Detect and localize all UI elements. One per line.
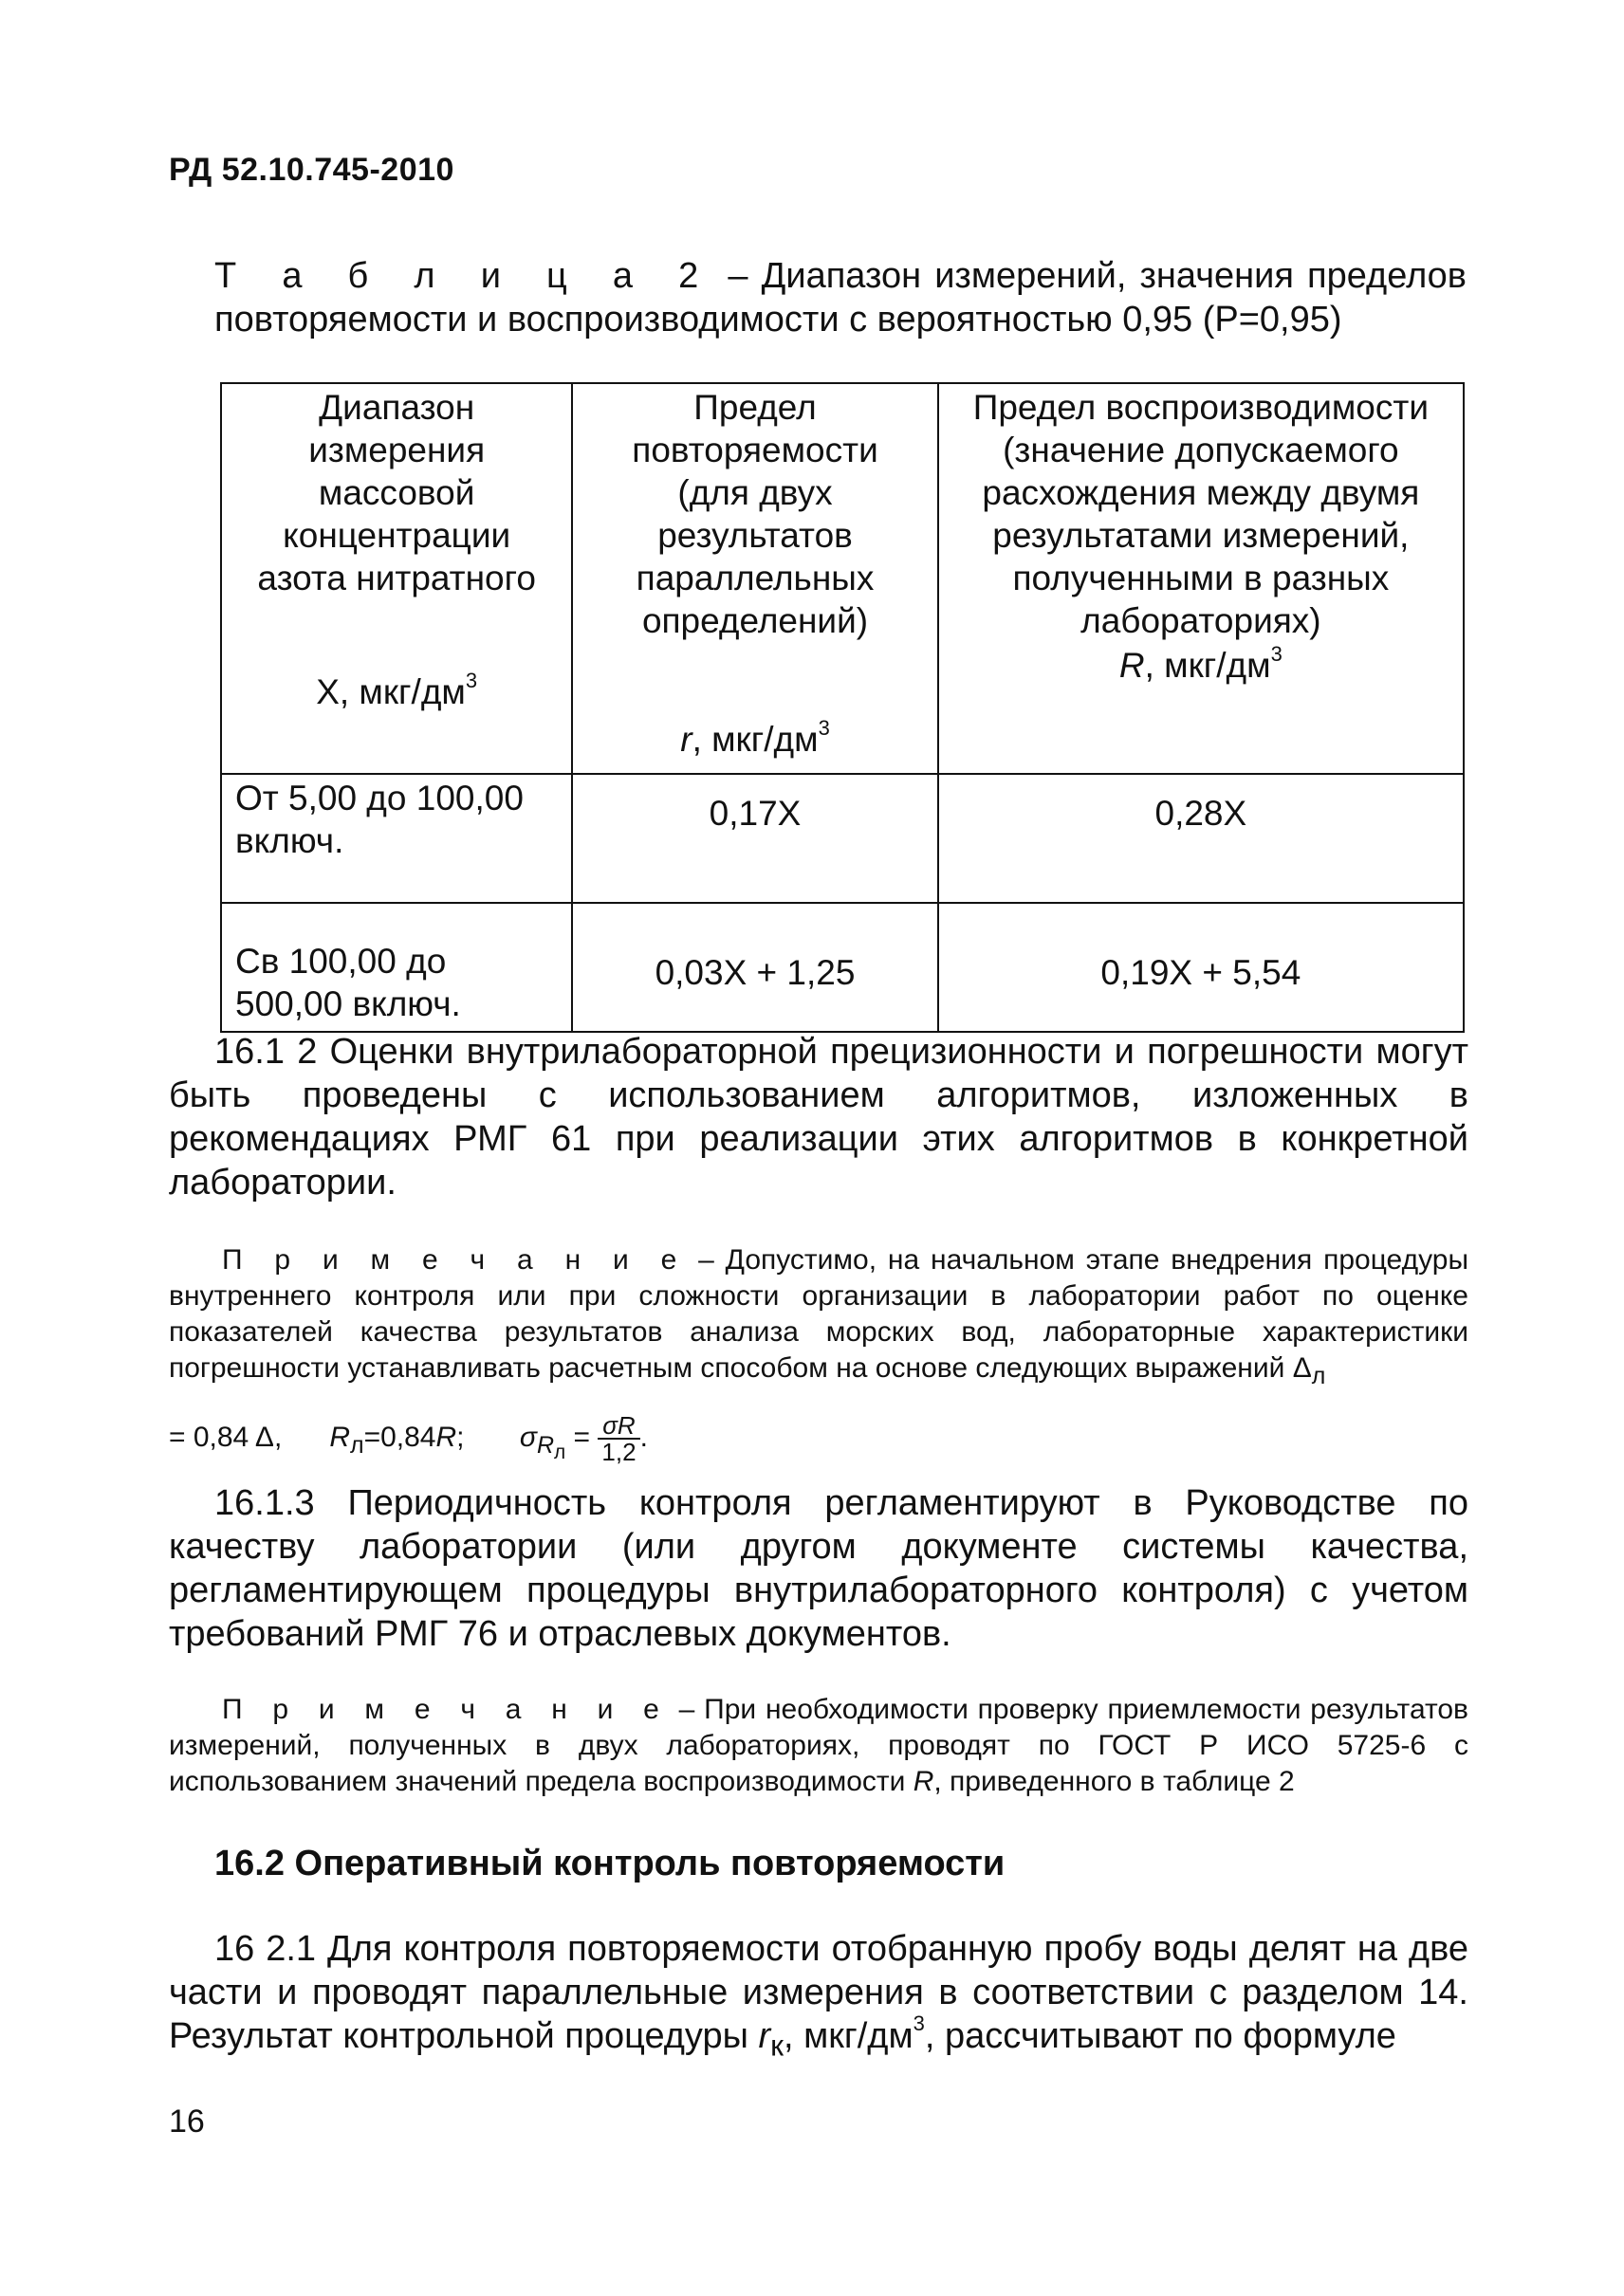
note-2-label: П р и м е ч а н и е [222, 1694, 670, 1725]
note-1: П р и м е ч а н и е – Допустимо, на начальном этапе внедрения процедуры внутреннего контроля или при сложности организации в лаборатории работ по оценке показателей качества результатов анализа морских вод, лабораторные характеристики погрешности устанавливать расчетным способом на основе следующих выражений $\Delta_л$ [169, 1244, 1469, 1389]
header-line: измерения [308, 431, 486, 469]
header-line: Диапазон [319, 388, 475, 427]
note-2: П р и м е ч а н и е – При необходимости проверку приемлемости результатов измерений, полученных в двух лабораториях, проводят по ГОСТ Р ИСО 5725-6 с использованием значений предела воспроизводимости R, приведенного в таблице 2 [169, 1694, 1468, 1797]
header-range-unit: X, мкг/$дм^3$ [316, 668, 478, 711]
note-1-formulas: = 0,84 Δ, $R_л=0,84R$; $\sigma_{R_л}$ = $\frac{\sigma R}{1,2}$ . [169, 1411, 648, 1466]
repeatability-cell: 0,03X + 1,25 [572, 903, 937, 1032]
table-row [221, 903, 1464, 1032]
note-1-text: – Допустимо, на начальном этапе внедрения процедуры внутреннего контроля или при сложности организации в лаборатории работ по оценке показателей качества результатов анализа морских вод, лабораторные характеристики погрешности устанавливать расчетным способом на основе следующих выражений Δ [169, 1244, 1469, 1384]
table-caption-label: Т а б л и ц а 2 [214, 256, 715, 296]
header-line: полученными в разных [1012, 559, 1390, 597]
header-repeatability [572, 383, 937, 774]
header-range [221, 383, 572, 774]
header-line: азота нитратного [257, 559, 536, 597]
header-line: массовой [318, 473, 475, 512]
header-reproducibility-unit: R, мкг/$дм^3$ [1118, 641, 1283, 685]
repeatability-cell: 0,17X [572, 774, 937, 903]
table-header-row [221, 383, 1464, 774]
note-1-label: П р и м е ч а н и е [222, 1244, 688, 1276]
header-line: расхождения между двумя [982, 473, 1420, 512]
header-line: параллельных [636, 559, 875, 597]
header-line: (значение допускаемого [1003, 431, 1399, 469]
paragraph-16-1-2: 16.1 2 Оценки внутрилабораторной прецизионности и погрешности могут быть проведены с использованием алгоритмов, изложенных в рекомендациях РМГ 61 при реализации этих алгоритмов в конкретной лаборатории. [169, 1032, 1468, 1203]
header-line: (для двух [677, 473, 833, 512]
header-line: концентрации [283, 516, 511, 555]
document-code: РД 52.10.745-2010 [169, 152, 454, 188]
reproducibility-cell: 0,19X + 5,54 [938, 903, 1464, 1032]
range-cell: Св 100,00 до 500,00 включ. [221, 903, 572, 1032]
header-line: результатами измерений, [992, 516, 1410, 555]
range-cell: От 5,00 до 100,00 включ. [221, 774, 572, 903]
paragraph-16-1-3: 16.1.3 Периодичность контроля регламентируют в Руководстве по качеству лаборатории (или другом документе системы качества, регламентирующем процедуры внутрилабораторного контроля) с учетом требований РМГ 76 и отраслевых документов. [169, 1483, 1468, 1654]
table-caption-line2: повторяемости и воспроизводимости с вероятностью 0,95 (Р=0,95) [214, 300, 1342, 340]
table-caption-title: – Диапазон измерений, значения пределов [728, 256, 1467, 296]
header-line: Предел воспроизводимости [972, 388, 1429, 427]
header-reproducibility [938, 383, 1464, 774]
header-line: определений) [641, 601, 869, 640]
header-line: результатов [657, 516, 853, 555]
table-2 [220, 382, 1465, 1033]
table-caption [214, 254, 1467, 341]
page-number: 16 [169, 2103, 205, 2140]
header-line: повторяемости [632, 431, 878, 469]
paragraph-16-2-1: 16 2.1 Для контроля повторяемости отобранную пробу воды делят на две части и проводят параллельные измерения в соответствии с разделом 14. Результат контрольной процедуры $r_к$, мкг/$дм^3$, рассчитывают по формуле [169, 1929, 1468, 2063]
reproducibility-cell: 0,28X [938, 774, 1464, 903]
table-row [221, 774, 1464, 903]
header-line: Предел [693, 388, 817, 427]
header-repeatability-unit: r, мкг/$дм^3$ [680, 715, 830, 759]
section-heading-16-2: 16.2 Оперативный контроль повторяемости [214, 1844, 1006, 1883]
header-line: лабораториях) [1080, 601, 1321, 640]
sigma-fraction: $\frac{\sigma R}{1,2}$ [598, 1413, 639, 1464]
